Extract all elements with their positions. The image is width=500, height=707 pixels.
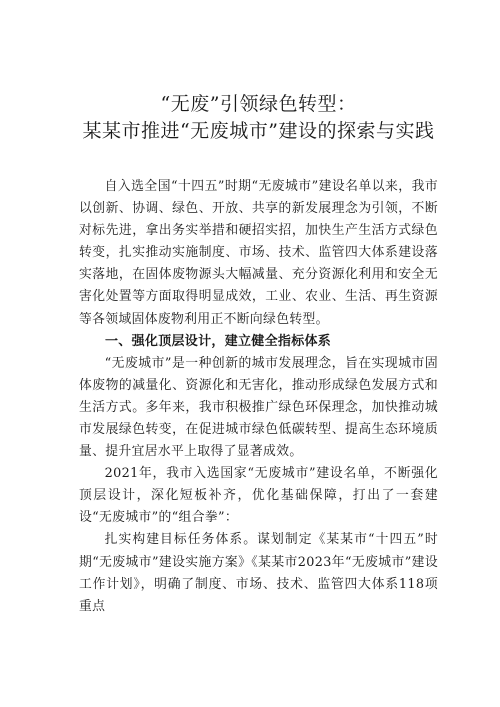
- body-paragraph: “无废城市”是一种创新的城市发展理念，旨在实现城市固体废物的减量化、资源化和无害化，推动形成绿色发展方式和生活方式。多年来，我市积极推广绿色环保理念，加快推动城市发展绿色转变，在促进城市绿色低碳转型、提高生态环境质量、提升宜居水平上取得了显著成效。: [79, 355, 438, 460]
- document-title-line-2: 某某市推进“无废城市”建设的探索与实践: [82, 120, 435, 142]
- body-paragraph: 2021年，我市入选国家“无废城市”建设名单，不断强化顶层设计，深化短板补齐，优化基础保障，打出了一套建设“无废城市”的“组合拳”：: [79, 466, 438, 526]
- document-title-line-1: “无废”引领绿色转型：: [160, 93, 357, 115]
- section-heading-1: 一、强化顶层设计，建立健全指标体系: [105, 333, 332, 349]
- intro-paragraph: 自入选全国“十四五”时期“无废城市”建设名单以来，我市以创新、协调、绿色、开放、共享的新发展理念为引领，不断对标先进，拿出务实举措和硬招实招，加快生产生活方式绿色转变，扎实推动实施制度、市场、技术、监管四大体系建设落实落地，在固体废物源头大幅减量、充分资源化利用和安全无害化处置等方面取得明显成效，工业、农业、生活、再生资源等各领域固体废物利用正不断向绿色转型。: [79, 179, 438, 327]
- body-paragraph: 扎实构建目标任务体系。谋划制定《某某市“十四五”时期“无废城市”建设实施方案》《某某市2023年“无废城市”建设工作计划》，明确了制度、市场、技术、监管四大体系118项重点: [79, 532, 438, 614]
- document-body: [79, 176, 438, 618]
